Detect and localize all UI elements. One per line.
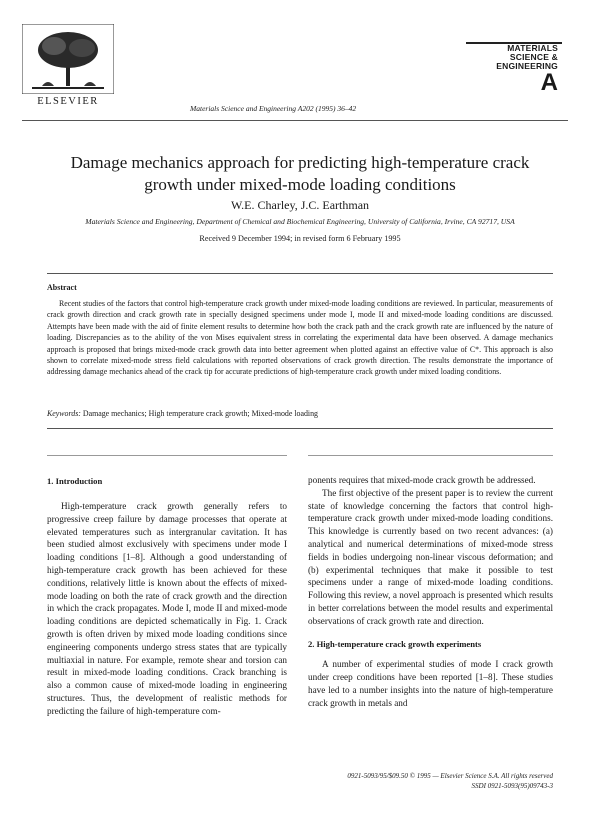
header-rule bbox=[22, 120, 568, 121]
abstract-rule-bottom bbox=[47, 428, 553, 429]
publisher-name: ELSEVIER bbox=[37, 96, 99, 107]
journal-logo-line: MATERIALS bbox=[507, 43, 558, 53]
title-line: growth under mixed-mode loading conditions bbox=[144, 175, 456, 194]
authors: W.E. Charley, J.C. Earthman bbox=[230, 198, 370, 212]
keywords bbox=[47, 409, 553, 418]
journal-logo-line: SCIENCE & bbox=[509, 52, 558, 62]
journal-citation: Materials Science and Engineering A202 (1995) 36–42 bbox=[190, 104, 357, 113]
affiliation: Materials Science and Engineering, Department of Chemical and Biochemical Engineering, University of California, Irvine, CA 92717, USA bbox=[85, 217, 515, 226]
abstract-text: Recent studies of the factors that control high-temperature crack growth under mixed-mode loading conditions are reviewed. In particular, measurements of crack growth direction and crack growth rate in specially designed specimens under mode I, mode II and mixed-mode loading conditions are discussed. Attempts have been made with the aid of finite element results to determine how both the crack path and the crack growth rate are influenced by the nature of loading. Discrepancies as to the ability of the von Mises equivalent stress in correlating the experimental data have been observed. A damage mechanics approach is proposed that brings mixed-mode crack growth data into better agreement when plotted against an effective value of C*. This approach is also shown to correlate mixed-mode stress field calculations with reported observations of crack growth direction. The results demonstrate the importance of addressing damage mechanics ahead of the crack tip for accurate predictions of high-temperature crack growth under mixed loading conditions. bbox=[47, 299, 553, 377]
title-line: Damage mechanics approach for predicting high-temperature crack bbox=[70, 153, 530, 172]
footnote-copyright: 0921-5093/95/$09.50 © 1995 — Elsevier Science S.A. All rights reserved bbox=[347, 772, 553, 780]
journal-logo-line: ENGINEERING bbox=[496, 61, 558, 71]
right-column bbox=[308, 474, 553, 710]
abstract-rule-top bbox=[47, 273, 553, 274]
abstract-heading: Abstract bbox=[47, 283, 77, 292]
journal-logo bbox=[466, 44, 564, 108]
introduction-paragraph: High-temperature crack growth generally refers to progressive creep failure by damage processes that operate at elevated temperatures such as intergranular cavitation. It has been studied almost exclusively with specimens under mode I loading conditions [1–8]. Although a good understanding of high-temperature crack growth has been achieved for these conditions, relatively little is known about the effects of mixed-mode loading on both the rate of crack growth and the direction in which the crack propagates. Mode I, mode II and mixed-mode loading conditions are depicted schematically in Fig. 1. Crack growth is often driven by mixed mode loading conditions since engineering components undergo stress states that are typically multiaxial in nature. For example, remote shear and torsion can result in mixed-mode loading conditions. Crack branching is also a common cause of mixed-mode loading in engineering structures. Thus, the development of realistic methods for predicting the failure of high-temperature com- bbox=[47, 501, 287, 716]
section-divider-left bbox=[47, 455, 287, 456]
section-heading-experiments: 2. High-temperature crack growth experiments bbox=[308, 638, 482, 649]
elsevier-logo bbox=[22, 24, 114, 94]
introduction-continuation: ponents requires that mixed-mode crack growth be addressed. bbox=[308, 475, 536, 485]
keywords-label: Keywords: bbox=[47, 409, 81, 418]
footnote bbox=[308, 771, 553, 791]
journal-logo-letter: A bbox=[540, 69, 558, 96]
footnote-ssdi: SSDI 0921-5093(95)09743-3 bbox=[471, 782, 553, 790]
received-dates: Received 9 December 1994; in revised form 6 February 1995 bbox=[199, 234, 401, 243]
experiments-paragraph: A number of experimental studies of mode I crack growth under creep conditions have been reported [1–8]. These studies have led to a number insights into the nature of high-temperature crack growth in metals and bbox=[308, 659, 553, 708]
introduction-paragraph-2: The first objective of the present paper is to review the current state of knowledge concerning the factors that control high-temperature crack growth under mixed-mode loading conditions. This knowledge is currently based on two recent advances: (a) analytical and numerical determinations of mixed-mode stress fields in bodies undergoing non-linear viscous deformation; and (b) experimental techniques that make it possible to test specimens under a range of mixed-mode loading conditions. Following this review, a novel approach is presented which results in better correlations between the model results and experimental observations of crack growth rate and direction. bbox=[308, 487, 553, 626]
keywords-text: Damage mechanics; High temperature crack growth; Mixed-mode loading bbox=[82, 409, 318, 418]
section-heading-introduction: 1. Introduction bbox=[47, 476, 103, 486]
section-divider-right bbox=[308, 455, 553, 456]
introduction-column bbox=[47, 500, 287, 718]
article-title bbox=[40, 152, 560, 196]
